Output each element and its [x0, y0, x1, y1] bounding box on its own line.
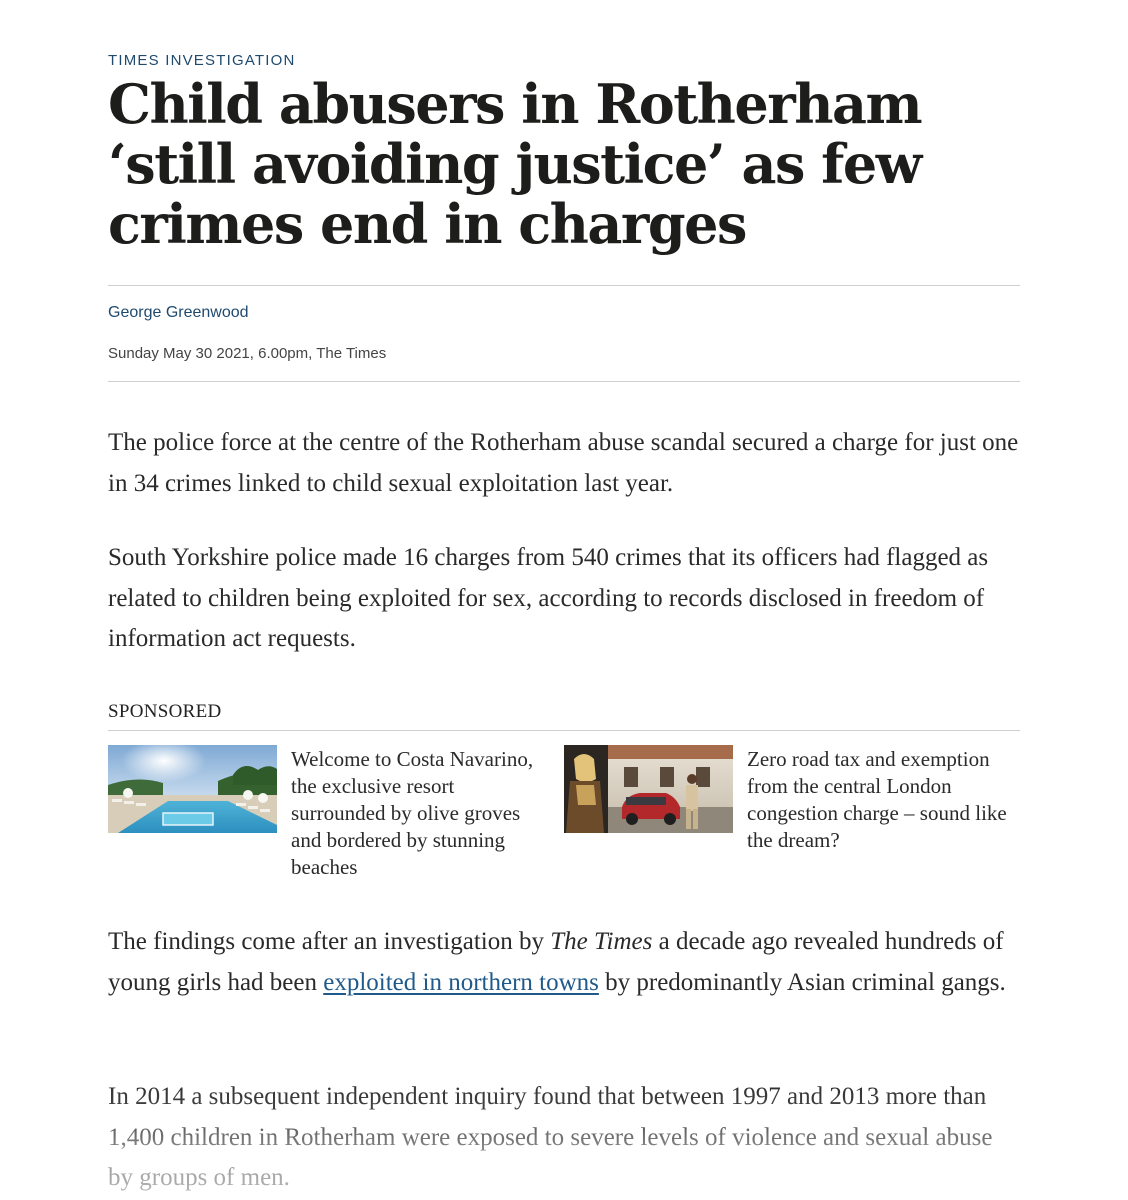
body-paragraph: [108, 922, 1020, 1003]
divider: [108, 285, 1020, 286]
inline-link-exploited-in-northern-towns[interactable]: exploited in northern towns: [323, 968, 599, 996]
publish-dateline: Sunday May 30 2021, 6.00pm, The Times: [108, 345, 387, 362]
divider: [108, 730, 1020, 731]
body-paragraph: The police force at the centre of the Rotherham abuse scandal secured a charge for just one in 34 crimes linked to child sexual exploitation last year.: [108, 429, 1019, 497]
paragraph-text: a decade ago revealed hundreds of young girls had been: [108, 928, 1004, 996]
sponsored-headline[interactable]: Welcome to Costa Navarino, the exclusive resort surrounded by olive groves and bordered by stunning beaches: [291, 747, 534, 879]
body-paragraph-faded: In 2014 a subsequent independent inquiry found that between 1997 and 2013 more than 1,400 children in Rotherham were exposed to severe levels of violence and sexual abuse by groups of men.: [108, 1077, 1020, 1199]
section-kicker[interactable]: TIMES INVESTIGATION: [108, 52, 296, 69]
sponsored-headline[interactable]: Zero road tax and exemption from the central London congestion charge – sound like the dream?: [747, 747, 1007, 852]
sponsored-label: SPONSORED: [108, 701, 222, 722]
publication-name: The Times: [550, 928, 653, 955]
body-paragraph: South Yorkshire police made 16 charges from 540 crimes that its officers had flagged as related to children being exploited for sex, according to records disclosed in freedom of information act requests.: [108, 544, 989, 652]
author-byline[interactable]: George Greenwood: [108, 304, 249, 321]
paragraph-text: by predominantly Asian criminal gangs.: [598, 968, 1006, 996]
paragraph-text: The findings come after an investigation by: [108, 928, 551, 955]
car-advert-photo[interactable]: [564, 745, 733, 833]
sponsored-item-costa-navarino[interactable]: [108, 745, 548, 885]
resort-pool-photo[interactable]: [108, 745, 277, 833]
headline: Child abusers in Rotherham ‘still avoiding justice’ as few crimes end in charges: [108, 72, 922, 256]
divider: [108, 381, 1020, 382]
sponsored-item-road-tax[interactable]: [564, 745, 1007, 885]
